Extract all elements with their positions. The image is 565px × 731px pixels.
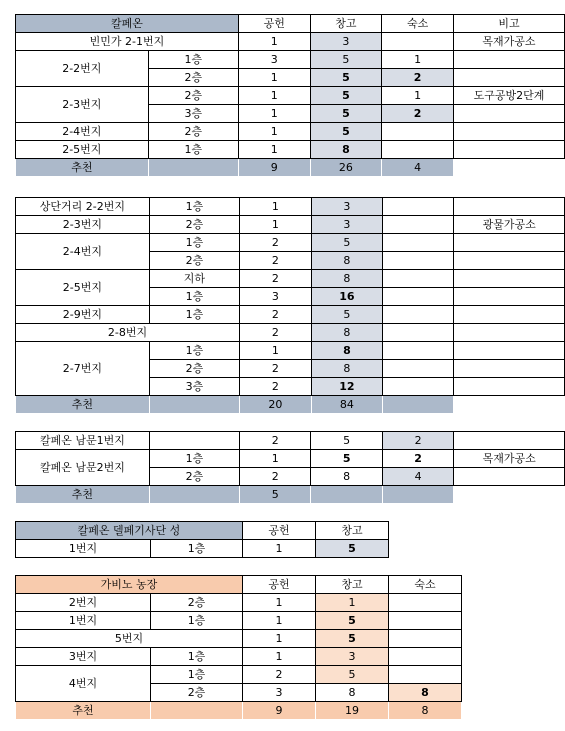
header-cell[interactable]: 창고 [310, 15, 382, 33]
cell[interactable]: 8 [311, 342, 383, 360]
cell[interactable]: 2 [382, 450, 453, 468]
table-s5 [15, 575, 462, 720]
cell[interactable]: 1 [243, 612, 316, 630]
header-row [16, 522, 389, 540]
cell[interactable]: 5번지 [16, 630, 243, 648]
cell[interactable]: 2층 [149, 252, 239, 270]
header-cell[interactable]: 숙소 [389, 576, 462, 594]
cell[interactable] [454, 396, 565, 414]
cell[interactable]: 2-4번지 [16, 234, 150, 270]
total-cell[interactable] [148, 159, 238, 177]
cell[interactable]: 1층 [149, 306, 239, 324]
cell[interactable] [383, 288, 454, 306]
cell[interactable]: 2 [240, 252, 312, 270]
cell[interactable]: 2 [240, 360, 312, 378]
table-row [16, 432, 565, 450]
cell[interactable]: 1 [240, 216, 312, 234]
cell[interactable]: 1 [238, 123, 310, 141]
table-s1 [15, 14, 565, 177]
table-row [16, 594, 462, 612]
cell[interactable] [454, 378, 565, 396]
cell[interactable]: 칼페온 남문1번지 [16, 432, 150, 450]
cell[interactable]: 목재가공소 [453, 33, 564, 51]
total-cell[interactable] [311, 486, 382, 504]
cell[interactable]: 3번지 [16, 648, 151, 666]
cell[interactable] [149, 432, 239, 450]
cell[interactable] [389, 612, 462, 630]
cell[interactable]: 1 [243, 540, 316, 558]
cell[interactable]: 빈민가 2-1번지 [16, 33, 239, 51]
cell[interactable]: 5 [310, 69, 382, 87]
header-cell[interactable]: 칼페온 델페기사단 성 [16, 522, 243, 540]
cell[interactable] [383, 252, 454, 270]
cell[interactable]: 2 [240, 378, 312, 396]
cell[interactable]: 3 [240, 288, 312, 306]
cell[interactable]: 1층 [151, 666, 243, 684]
cell[interactable]: 4 [382, 468, 453, 486]
cell[interactable]: 5 [310, 123, 382, 141]
total-row [16, 159, 565, 177]
total-cell[interactable]: 5 [240, 486, 311, 504]
table-row [16, 612, 462, 630]
cell[interactable] [453, 51, 564, 69]
table-row [16, 123, 565, 141]
table-row [16, 342, 565, 360]
cell[interactable]: 1 [382, 51, 454, 69]
cell[interactable]: 1층 [149, 288, 239, 306]
cell[interactable] [454, 306, 565, 324]
total-cell[interactable]: 추천 [16, 702, 151, 720]
cell[interactable]: 3 [243, 684, 316, 702]
cell[interactable]: 1번지 [16, 540, 151, 558]
cell[interactable]: 1 [243, 648, 316, 666]
cell[interactable]: 2-9번지 [16, 306, 150, 324]
cell[interactable]: 1 [238, 87, 310, 105]
cell[interactable] [383, 306, 454, 324]
cell[interactable]: 2층 [149, 360, 239, 378]
cell[interactable]: 3층 [148, 105, 238, 123]
cell[interactable]: 3 [316, 648, 389, 666]
total-cell[interactable]: 추천 [16, 486, 150, 504]
table-s3 [15, 431, 565, 504]
header-cell[interactable]: 칼페온 [16, 15, 239, 33]
cell[interactable]: 2-3번지 [16, 216, 150, 234]
cell[interactable]: 2-8번지 [16, 324, 240, 342]
table-row [16, 540, 389, 558]
cell[interactable]: 5 [316, 540, 389, 558]
header-cell[interactable]: 숙소 [382, 15, 454, 33]
cell[interactable]: 2층 [151, 594, 243, 612]
cell[interactable] [383, 342, 454, 360]
table-row [16, 648, 462, 666]
cell[interactable]: 5 [310, 51, 382, 69]
cell[interactable]: 3 [311, 198, 383, 216]
cell[interactable]: 3층 [149, 378, 239, 396]
cell[interactable] [454, 252, 565, 270]
cell[interactable]: 8 [311, 360, 383, 378]
cell[interactable]: 2층 [149, 216, 239, 234]
header-row [16, 15, 565, 33]
cell[interactable]: 2-5번지 [16, 270, 150, 306]
total-row [16, 396, 565, 414]
cell[interactable]: 5 [316, 630, 389, 648]
cell[interactable]: 지하 [149, 270, 239, 288]
cell[interactable] [382, 123, 454, 141]
cell[interactable]: 2 [240, 324, 312, 342]
cell[interactable]: 1 [240, 450, 311, 468]
total-cell[interactable]: 9 [238, 159, 310, 177]
cell[interactable] [454, 198, 565, 216]
cell[interactable] [383, 234, 454, 252]
cell[interactable]: 8 [311, 270, 383, 288]
table-row [16, 51, 565, 69]
cell[interactable] [389, 648, 462, 666]
total-cell[interactable] [149, 396, 239, 414]
cell[interactable]: 2 [382, 432, 453, 450]
total-cell[interactable]: 추천 [16, 396, 150, 414]
cell[interactable]: 2 [243, 666, 316, 684]
cell[interactable]: 5 [311, 450, 382, 468]
cell[interactable]: 1층 [149, 198, 239, 216]
cell[interactable]: 칼페온 남문2번지 [16, 450, 150, 486]
cell[interactable] [382, 141, 454, 159]
cell[interactable] [454, 270, 565, 288]
cell[interactable] [453, 105, 564, 123]
table-row [16, 270, 565, 288]
cell[interactable]: 도구공방2단계 [453, 87, 564, 105]
table-row [16, 87, 565, 105]
cell[interactable]: 1층 [148, 141, 238, 159]
cell[interactable]: 2-2번지 [16, 51, 149, 87]
cell[interactable]: 상단거리 2-2번지 [16, 198, 150, 216]
cell[interactable]: 1층 [149, 450, 239, 468]
total-cell[interactable]: 8 [389, 702, 462, 720]
cell[interactable]: 2번지 [16, 594, 151, 612]
cell[interactable]: 2층 [148, 69, 238, 87]
cell[interactable] [453, 69, 564, 87]
table-row [16, 198, 565, 216]
header-cell[interactable]: 가비노 농장 [16, 576, 243, 594]
cell[interactable]: 3 [311, 216, 383, 234]
cell[interactable]: 5 [311, 432, 382, 450]
table-row [16, 306, 565, 324]
cell[interactable]: 1층 [149, 342, 239, 360]
cell[interactable]: 1층 [151, 612, 243, 630]
cell[interactable] [454, 234, 565, 252]
cell[interactable] [454, 288, 565, 306]
table-row [16, 324, 565, 342]
cell[interactable]: 1 [382, 87, 454, 105]
cell[interactable]: 1 [240, 342, 312, 360]
total-row [16, 702, 462, 720]
cell[interactable]: 2-3번지 [16, 87, 149, 123]
cell[interactable]: 8 [310, 141, 382, 159]
cell[interactable]: 2 [240, 306, 312, 324]
total-cell[interactable]: 19 [316, 702, 389, 720]
cell[interactable]: 1 [243, 630, 316, 648]
table-row [16, 141, 565, 159]
total-cell[interactable]: 추천 [16, 159, 149, 177]
cell[interactable] [382, 33, 454, 51]
cell[interactable] [383, 198, 454, 216]
cell[interactable]: 2-7번지 [16, 342, 150, 396]
cell[interactable]: 16 [311, 288, 383, 306]
total-row [16, 486, 565, 504]
cell[interactable]: 2층 [148, 123, 238, 141]
table-row [16, 234, 565, 252]
table-row [16, 450, 565, 468]
cell[interactable]: 5 [311, 306, 383, 324]
cell[interactable]: 1번지 [16, 612, 151, 630]
cell[interactable]: 5 [311, 234, 383, 252]
table-row [16, 33, 565, 51]
header-cell[interactable]: 창고 [316, 576, 389, 594]
total-cell[interactable]: 4 [382, 159, 454, 177]
cell[interactable] [454, 486, 565, 504]
cell[interactable]: 2층 [148, 87, 238, 105]
cell[interactable]: 3 [310, 33, 382, 51]
cell[interactable]: 2 [240, 234, 312, 252]
cell[interactable]: 8 [311, 468, 382, 486]
cell[interactable]: 2 [240, 432, 311, 450]
cell[interactable]: 1 [240, 198, 312, 216]
cell[interactable] [453, 141, 564, 159]
cell[interactable]: 1 [238, 33, 310, 51]
cell[interactable] [454, 468, 565, 486]
table-row [16, 216, 565, 234]
cell[interactable]: 5 [310, 87, 382, 105]
cell[interactable]: 1 [238, 141, 310, 159]
cell[interactable]: 5 [316, 612, 389, 630]
cell[interactable]: 목재가공소 [454, 450, 565, 468]
total-cell[interactable]: 20 [240, 396, 312, 414]
cell[interactable]: 2 [382, 105, 454, 123]
cell[interactable] [454, 342, 565, 360]
cell[interactable] [383, 324, 454, 342]
cell[interactable]: 3 [238, 51, 310, 69]
cell[interactable] [454, 360, 565, 378]
total-cell[interactable]: 9 [243, 702, 316, 720]
cell[interactable] [383, 360, 454, 378]
cell[interactable]: 1 [316, 594, 389, 612]
cell[interactable]: 12 [311, 378, 383, 396]
cell[interactable] [383, 270, 454, 288]
total-cell[interactable] [149, 486, 239, 504]
cell[interactable]: 1층 [149, 234, 239, 252]
total-cell[interactable] [382, 486, 453, 504]
cell[interactable] [454, 432, 565, 450]
cell[interactable]: 8 [316, 684, 389, 702]
header-cell[interactable]: 공헌 [238, 15, 310, 33]
table-s4 [15, 521, 389, 558]
cell[interactable]: 8 [311, 324, 383, 342]
cell[interactable]: 2 [382, 69, 454, 87]
total-cell[interactable] [383, 396, 454, 414]
cell[interactable]: 1층 [148, 51, 238, 69]
header-cell[interactable]: 창고 [316, 522, 389, 540]
cell[interactable] [389, 594, 462, 612]
cell[interactable]: 8 [389, 684, 462, 702]
header-cell[interactable]: 공헌 [243, 576, 316, 594]
header-row [16, 576, 462, 594]
cell[interactable]: 2-5번지 [16, 141, 149, 159]
cell[interactable]: 2 [240, 468, 311, 486]
cell[interactable]: 2-4번지 [16, 123, 149, 141]
cell[interactable]: 2 [240, 270, 312, 288]
cell[interactable]: 5 [310, 105, 382, 123]
cell[interactable] [453, 123, 564, 141]
header-cell[interactable]: 비고 [453, 15, 564, 33]
cell[interactable]: 1층 [151, 648, 243, 666]
cell[interactable]: 1층 [151, 540, 243, 558]
cell[interactable] [453, 159, 564, 177]
cell[interactable] [389, 666, 462, 684]
cell[interactable]: 1 [238, 69, 310, 87]
total-cell[interactable]: 26 [310, 159, 382, 177]
total-cell[interactable]: 84 [311, 396, 383, 414]
cell[interactable]: 2층 [151, 684, 243, 702]
cell[interactable]: 4번지 [16, 666, 151, 702]
cell[interactable]: 5 [316, 666, 389, 684]
cell[interactable] [454, 324, 565, 342]
cell[interactable] [383, 378, 454, 396]
table-row [16, 666, 462, 684]
cell[interactable]: 2층 [149, 468, 239, 486]
table-s2 [15, 197, 565, 414]
cell[interactable]: 1 [238, 105, 310, 123]
total-cell[interactable] [151, 702, 243, 720]
cell[interactable] [383, 216, 454, 234]
cell[interactable]: 광물가공소 [454, 216, 565, 234]
cell[interactable]: 1 [243, 594, 316, 612]
header-cell[interactable]: 공헌 [243, 522, 316, 540]
table-row [16, 630, 462, 648]
cell[interactable]: 8 [311, 252, 383, 270]
cell[interactable] [389, 630, 462, 648]
